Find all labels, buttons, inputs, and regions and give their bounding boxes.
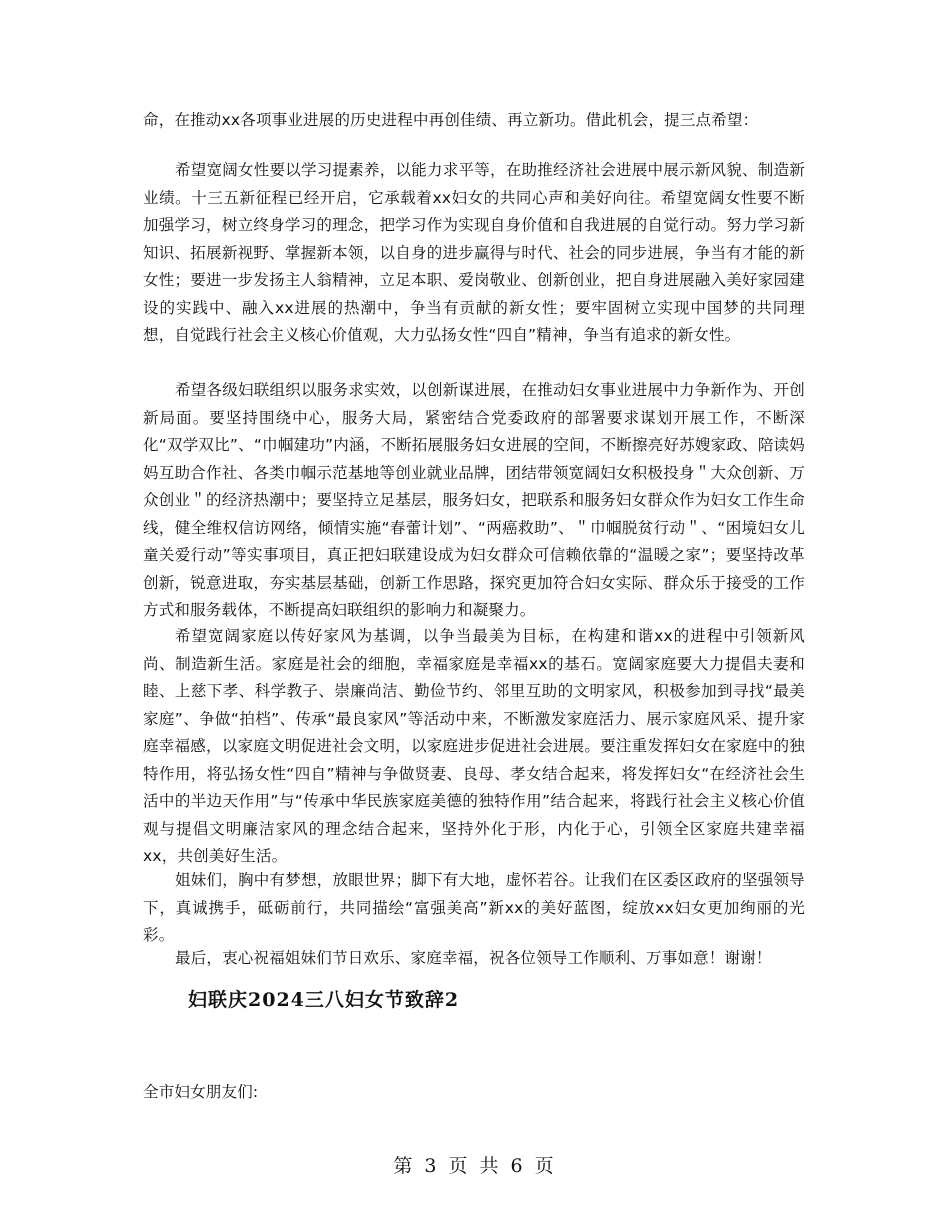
paragraph-hope-women: 希望宽阔女性要以学习提素养，以能力求平等，在助推经济社会进展中展示新风貌、制造新业绩。十三五新征程已经开启，它承载着xx妇女的共同心声和美好向往。希望宽阔女性要不断加强学习，树立终身学习的理念，把学习作为实现自身价值和自我进展的自觉行动。努力学习新知识、拓展新视野、掌握新本领，以自身的进步赢得与时代、社会的同步进展，争当有才能的新女性；要进一步发扬主人翁精神，立足本职、爱岗敬业、创新创业，把自身进展融入美好家园建设的实践中、融入xx进展的热潮中，争当有贡献的新女性；要牢固树立实现中国梦的共同理想，自觉践行社会主义核心价值观，大力弘扬女性“四自”精神，争当有追求的新女性。 — [143, 161, 805, 344]
paragraph-hope-families: 希望宽阔家庭以传好家风为基调，以争当最美为目标，在构建和谐xx的进程中引领新风尚、制造新生活。家庭是社会的细胞，幸福家庭是幸福xx的基石。宽阔家庭要大力提倡夫妻和睦、上慈下孝、科学教子、崇廉尚洁、勤俭节约、邻里互助的文明家风，积极参加到寻找“最美家庭”、争做“拍档”、传承“最良家风”等活动中来，不断激发家庭活力、展示家庭风采、提升家庭幸福感，以家庭文明促进社会文明，以家庭进步促进社会进展。要注重发挥妇女在家庭中的独特作用，将弘扬女性“四自”精神与争做贤妻、良母、孝女结合起来，将发挥妇女“在经济社会生活中的半边天作用”与“传承中华民族家庭美德的独特作用”结合起来，将践行社会主义核心价值观与提倡文明廉洁家风的理念结合起来，坚持外化于形，内化于心，引领全区家庭共建幸福xx，共创美好生活。 — [143, 627, 805, 865]
page-footer: 第 3 页 共 6 页 — [393, 1155, 557, 1177]
paragraph-closing: 最后，衷心祝福姐妹们节日欢乐、家庭幸福，祝各位领导工作顺利、万事如意！谢谢！ — [175, 949, 772, 967]
paragraph-sisters: 姐妹们，胸中有梦想，放眼世界；脚下有大地，虚怀若谷。让我们在区委区政府的坚强领导下，真诚携手，砥砺前行，共同描绘“富强美高”新xx的美好蓝图，绽放xx妇女更加绚丽的光彩。 — [143, 871, 805, 944]
section-heading: 妇联庆2024三八妇女节致辞2 — [188, 989, 460, 1011]
salutation: 全市妇女朋友们: — [143, 1083, 259, 1101]
paragraph-hope-federations: 希望各级妇联组织以服务求实效，以创新谋进展，在推动妇女事业进展中力争新作为、开创新局面。要坚持围绕中心，服务大局，紧密结合党委政府的部署要求谋划开展工作，不断深化“双学双比”、“巾帼建功”内涵，不断拓展服务妇女进展的空间，不断擦亮好苏嫂家政、陪读妈妈互助合作社、各类巾帼示范基地等创业就业品牌，团结带领宽阔妇女积极投身＂大众创新、万众创业＂的经济热潮中；要坚持立足基层，服务妇女，把联系和服务妇女群众作为妇女工作生命线，健全维权信访网络，倾情实施“春蕾计划”、“两癌救助”、＂巾帼脱贫行动＂、“困境妇女儿童关爱行动”等实事项目，真正把妇联建设成为妇女群众可信赖依靠的“温暖之家”；要坚持改革创新，锐意进取，夯实基层基础，创新工作思路，探究更加符合妇女实际、群众乐于接受的工作方式和服务载体，不断提高妇联组织的影响力和凝聚力。 — [143, 381, 805, 619]
paragraph-opening: 命，在推动xx各项事业进展的历史进程中再创佳绩、再立新功。借此机会，提三点希望： — [143, 111, 759, 129]
